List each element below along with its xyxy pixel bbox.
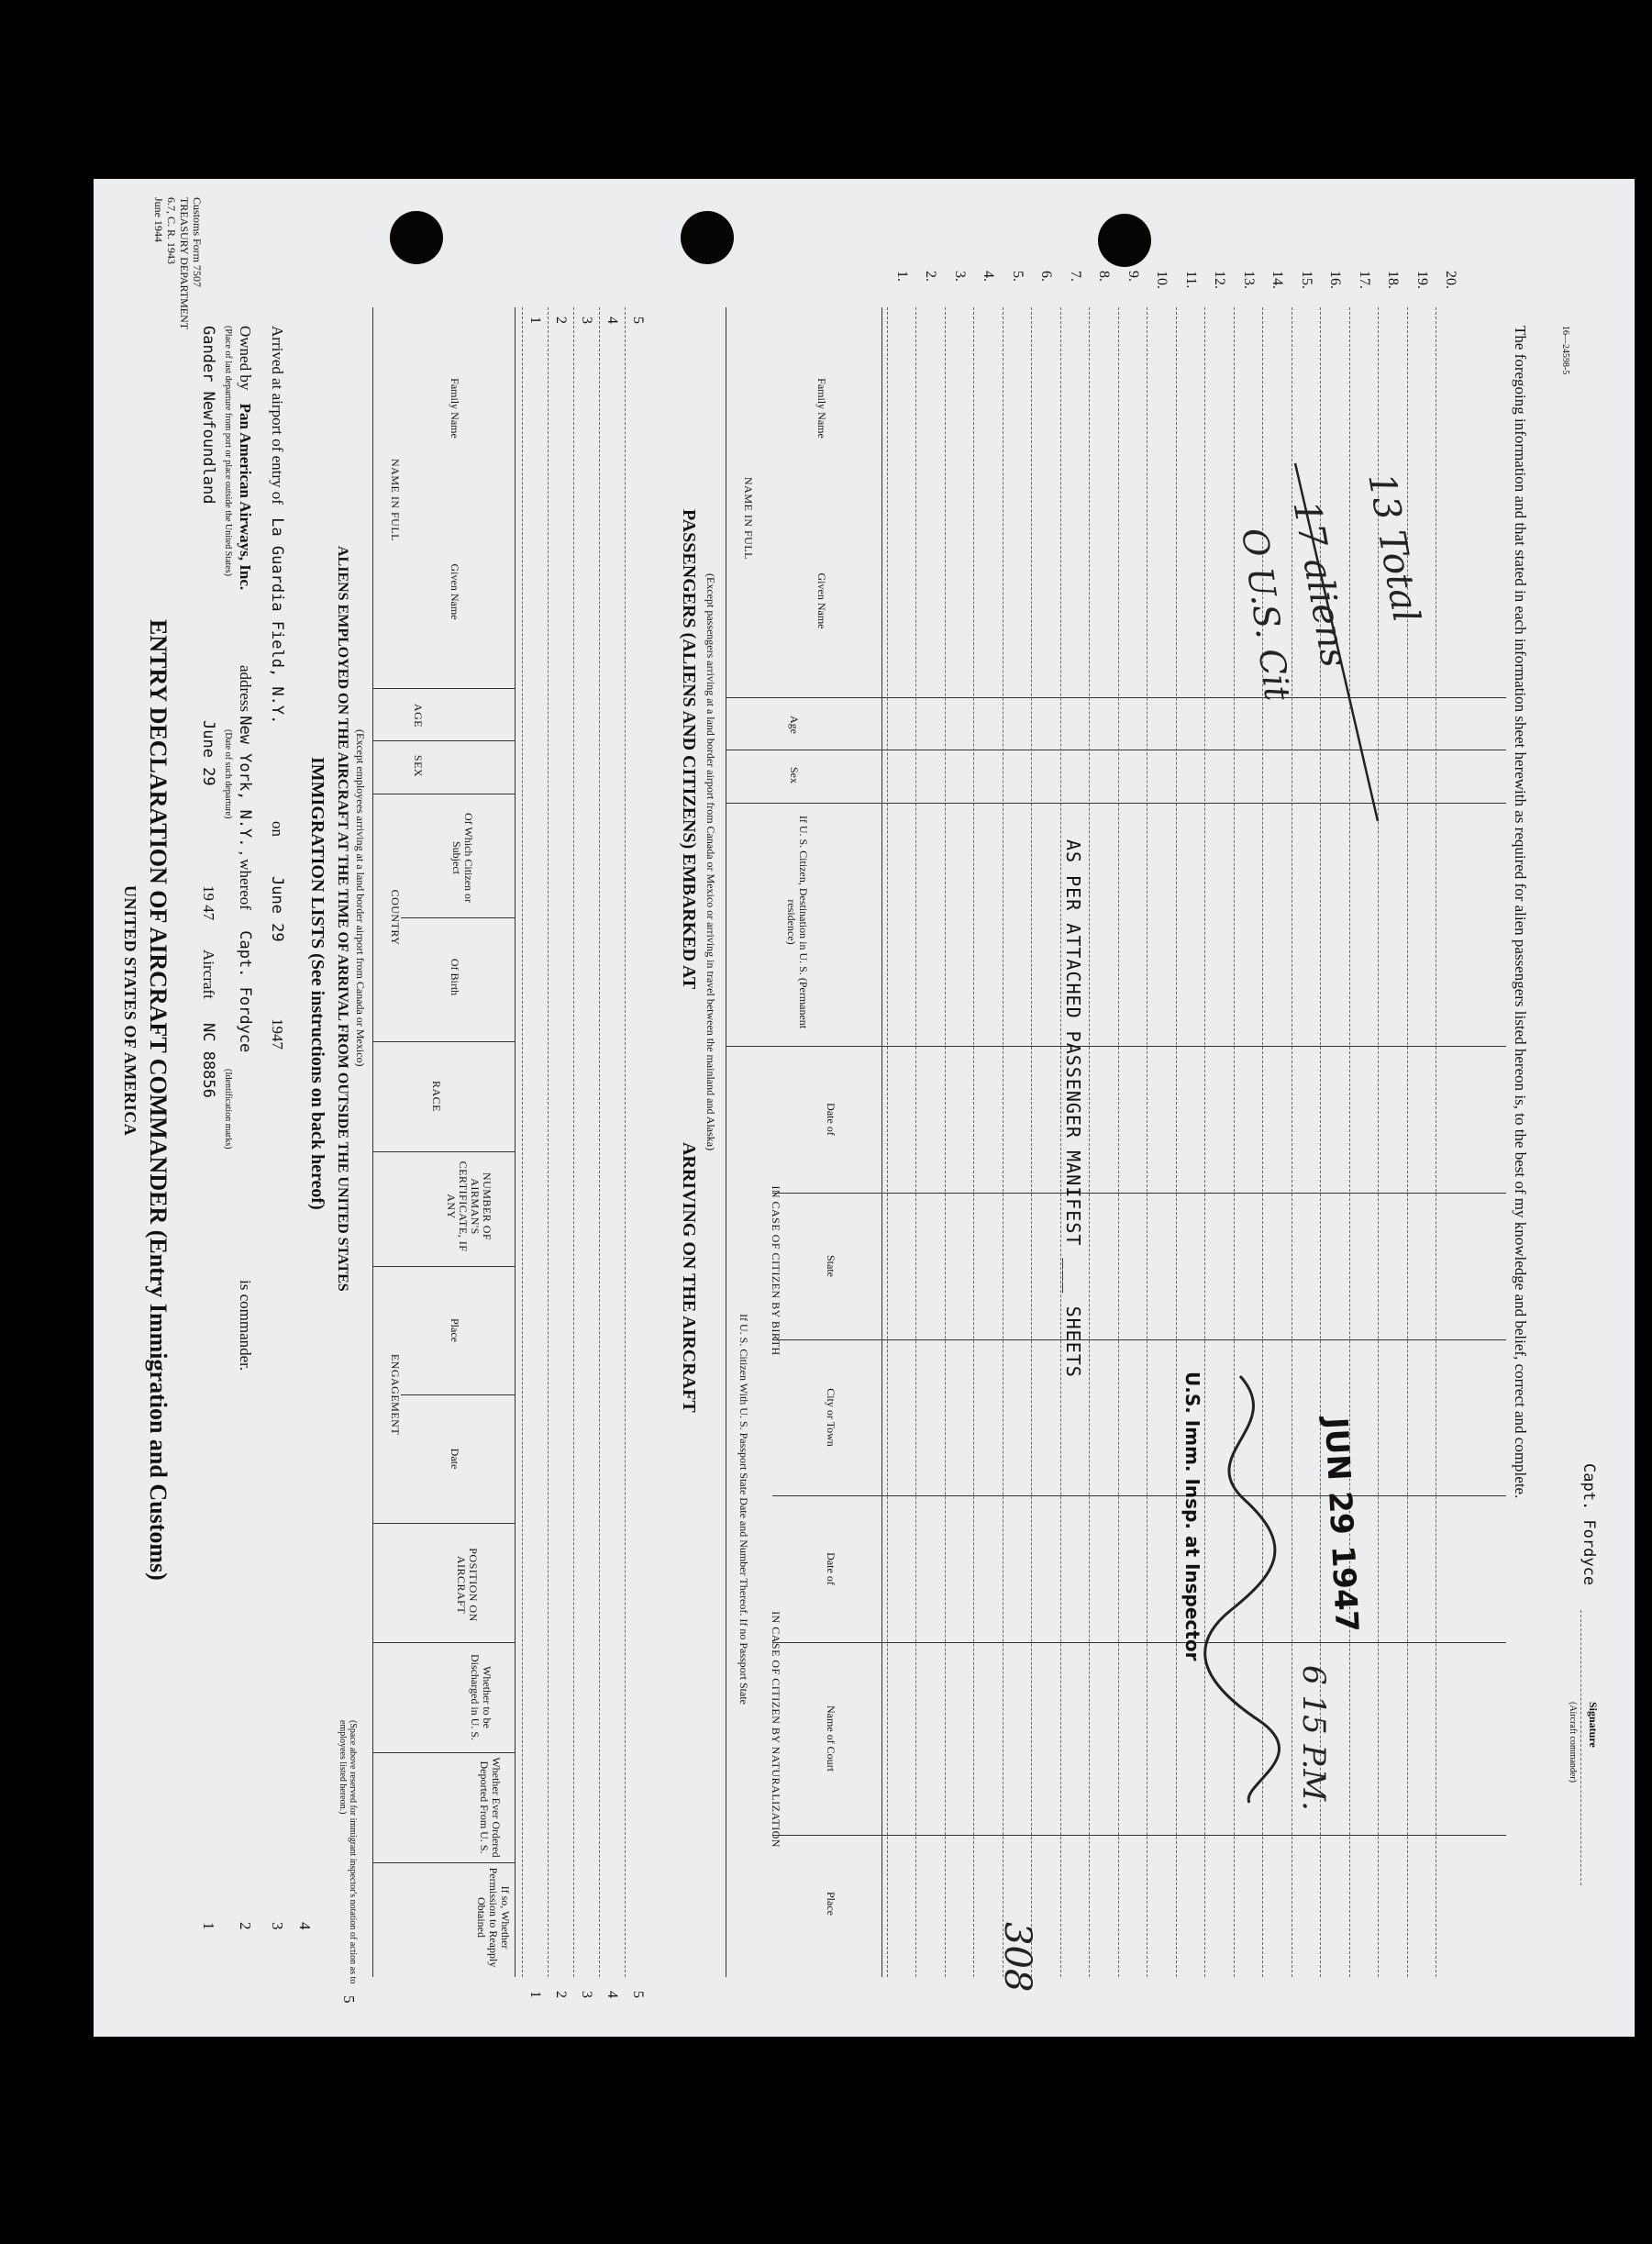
form-rotated — [94, 179, 1635, 2037]
crew-section-title: IMMIGRATION LISTS (See instructions on back hereof) — [307, 757, 327, 1210]
pax-col-family: Family Name — [815, 378, 828, 439]
signature-value: Capt. Fordyce — [1580, 1463, 1598, 1586]
passenger-row-number: 7. — [1068, 271, 1083, 282]
passenger-row-line — [945, 307, 946, 1977]
passenger-row-number: 15. — [1299, 271, 1314, 289]
signature-label: Signature — [1587, 1702, 1600, 1748]
reserved-number: 5 — [340, 1995, 358, 2004]
pax-col-rule — [726, 1046, 1506, 1047]
passenger-row-line — [1060, 307, 1061, 1977]
crew-col-discharged: Whether to be Discharged in U. S. — [469, 1653, 493, 1741]
passenger-row-number: 17. — [1357, 271, 1372, 289]
page-number: 308 — [996, 1922, 1038, 1993]
crew-col-rule — [373, 740, 516, 741]
passenger-row-line — [887, 307, 888, 1977]
passenger-row-number: 12. — [1212, 271, 1228, 289]
crew-col-deported: Whether Ever Ordered Deported From U. S. — [478, 1757, 503, 1858]
passenger-row-number: 5. — [1010, 271, 1026, 282]
line-number-1: 1 — [200, 1922, 217, 1930]
crew-row-number-right: 4 — [604, 1991, 620, 1998]
crew-row-line — [625, 307, 626, 1977]
form-number: Customs Form 7507 — [191, 197, 204, 288]
passenger-row-number: 13. — [1241, 271, 1257, 289]
crew-row-number-right: 2 — [553, 1991, 569, 1998]
arrival-time: 6 15 P.M. — [1295, 1665, 1332, 1811]
date-stamp: JUN 29 1947 — [1316, 1416, 1366, 1634]
passenger-row-number: 19. — [1414, 271, 1430, 289]
pax-col-given: Given Name — [815, 572, 828, 629]
crew-col-name: NAME IN FULL — [389, 459, 402, 541]
crew-col-age: AGE — [412, 703, 425, 728]
department: TREASURY DEPARTMENT — [178, 197, 191, 330]
country-heading: UNITED STATES OF AMERICA — [121, 885, 139, 1137]
arrived-date: June 29 — [268, 876, 286, 942]
crew-col-permission: If so, Whether Permission to Reapply Obtained — [475, 1867, 512, 1968]
arriving-label: ARRIVING ON THE AIRCRAFT — [679, 1142, 699, 1413]
aircraft-caption: (Identification marks) — [223, 1069, 233, 1150]
crew-col-airman: NUMBER OF AIRMAN'S CERTIFICATE, IF ANY — [445, 1161, 493, 1252]
crew-col-sex: SEX — [412, 754, 425, 778]
commander-value: Capt. Fordyce — [236, 930, 254, 1053]
inspector-signature-scribble — [1176, 1372, 1295, 1812]
crew-col-rule — [373, 1266, 516, 1267]
pax-col-date-of: Date of — [825, 1103, 837, 1136]
crew-header-top-rule — [372, 307, 373, 1977]
passenger-row-number: 16. — [1327, 271, 1344, 289]
passenger-row-number: 10. — [1154, 271, 1170, 289]
pax-col-rule — [772, 1193, 1506, 1194]
pax-col-place: Place — [825, 1892, 837, 1916]
crew-col-birth: Of Birth — [449, 958, 461, 996]
crew-col-rule — [373, 1752, 516, 1753]
aircraft-commander-label: (Aircraft commander) — [1568, 1702, 1578, 1783]
crew-row-line — [599, 307, 600, 1977]
line-number-2: 2 — [237, 1922, 254, 1930]
print-code: 16—24598-5 — [1560, 326, 1570, 375]
date-caption: (Date of such departure) — [223, 729, 233, 819]
owned-by-label: Owned by — [237, 326, 254, 391]
crew-row-number-right: 5 — [630, 1991, 646, 1998]
pax-col-rule — [772, 1339, 1506, 1340]
passenger-note: (Except passengers arriving at a land border airport from Canada or Mexico or arriving in travel between the mainland and Alaska) — [704, 573, 717, 1151]
pax-col-by-naturalization: IN CASE OF CITIZEN BY NATURALIZATION — [770, 1611, 782, 1848]
passenger-header-bottom-rule — [881, 307, 882, 1977]
passenger-row-line — [1032, 307, 1033, 1977]
pax-col-state: State — [825, 1255, 837, 1277]
passenger-row-number: 14. — [1269, 271, 1286, 289]
crew-col-rule — [373, 1523, 516, 1524]
is-commander: is commander. — [237, 1280, 254, 1372]
pax-col-date-of-2: Date of — [825, 1552, 837, 1585]
crew-note: (Except employees arriving at a land border airport from Canada or Mexico) — [354, 729, 367, 1067]
crew-col-position: POSITION ON AIRCRAFT — [455, 1548, 480, 1622]
passenger-section-title: PASSENGERS (ALIENS AND CITIZENS) EMBARKED AT — [679, 509, 699, 990]
pax-col-city: City or Town — [825, 1388, 837, 1447]
regulations: 6.7, C. R. 1943 — [165, 197, 178, 265]
passenger-row-line — [1118, 307, 1119, 1977]
year-field: 19 47 — [200, 885, 217, 921]
margin-note-total: 13 Total — [1359, 470, 1427, 626]
crew-col-race: RACE — [430, 1080, 443, 1112]
crew-row-line — [573, 307, 574, 1977]
scanned-form-page — [94, 179, 1635, 2037]
crew-col-rule — [401, 917, 516, 918]
address-value: New York, N.Y. — [236, 716, 254, 848]
passenger-row-number: 2. — [923, 271, 939, 282]
aircraft-id: NC 88856 — [199, 1023, 217, 1098]
passenger-row-line — [916, 307, 917, 1977]
arrived-label: Arrived at airport of entry of — [269, 326, 286, 505]
crew-row-number: 1 — [527, 317, 543, 324]
pax-col-rule — [772, 1495, 1506, 1496]
aircraft-label: Aircraft — [200, 950, 217, 999]
crew-col-citizen: Of Which Citizen or Subject — [450, 812, 475, 904]
crew-row-number: 3 — [579, 317, 594, 324]
passenger-row-line — [974, 307, 975, 1977]
margin-note-us-citizens: O U.S. Cit — [1234, 525, 1298, 704]
pax-col-passport: If U. S. Citizen With U. S. Passport State Date and Number Thereof. If no Passport State — [737, 1313, 750, 1705]
crew-col-rule — [401, 1394, 516, 1395]
crew-col-date: Date — [449, 1448, 461, 1470]
crew-col-rule — [373, 688, 516, 689]
strike-scribble — [1277, 454, 1405, 839]
crew-row-number: 2 — [553, 317, 569, 324]
whereof-label: , whereof — [237, 850, 254, 910]
passenger-row-number: 11. — [1183, 271, 1199, 289]
crew-row-line — [522, 307, 523, 1977]
line-number-4: 4 — [296, 1922, 314, 1930]
address-line — [236, 665, 254, 1052]
passenger-row-number: 4. — [981, 271, 997, 282]
arrived-line — [268, 326, 286, 724]
crew-col-place: Place — [449, 1318, 461, 1342]
form-date: June 1944 — [152, 197, 165, 242]
pax-col-by-birth: IN CASE OF CITIZEN BY BIRTH — [770, 1185, 782, 1356]
inspector-stamp: U.S. Imm. Insp. at Inspector — [1181, 1372, 1203, 1661]
signature-line — [1580, 1610, 1581, 1885]
passenger-row-number: 1. — [894, 271, 910, 282]
crew-row-number-right: 3 — [579, 1991, 594, 1998]
owned-by-line — [236, 326, 254, 590]
pax-col-age: Age — [788, 716, 801, 734]
form-title: ENTRY DECLARATION OF AIRCRAFT COMMANDER (Entry Immigration and Customs) — [145, 619, 172, 1581]
pax-col-rule — [772, 1642, 1506, 1643]
crew-col-country: COUNTRY — [389, 889, 402, 946]
pax-col-rule — [772, 1835, 1506, 1836]
pax-col-name: NAME IN FULL — [742, 477, 755, 560]
passenger-row-line — [1090, 307, 1091, 1977]
crew-subtitle: ALIENS EMPLOYED ON THE AIRCRAFT AT THE TIME OF ARRIVAL FROM OUTSIDE THE UNITED STATES — [335, 546, 350, 1292]
crew-col-given: Given Name — [449, 563, 461, 620]
arrived-airport: La Guardia Field, N.Y. — [268, 517, 286, 725]
crew-col-rule — [373, 1041, 516, 1042]
passenger-row-number: 3. — [952, 271, 968, 282]
arrived-year: 1947 — [269, 1018, 286, 1050]
passenger-row-number: 20. — [1443, 271, 1459, 289]
owner-value: Pan American Airways, Inc. — [237, 403, 254, 591]
crew-col-rule — [373, 1862, 516, 1863]
certification-text: The foregoing information and that stated in each information sheet herewith as required for alien passengers listed hereon is, to the best of my knowledge and belief, correct and complete. — [1512, 326, 1529, 1499]
margin-note-aliens: 17 aliens — [1284, 497, 1356, 671]
form-id-block — [152, 197, 204, 329]
passenger-row-line — [1436, 307, 1437, 1977]
pax-col-court: Name of Court — [825, 1705, 837, 1772]
crew-row-number-right: 1 — [527, 1991, 543, 1998]
reserved-note: (Space above reserved for immigrant inspector's notation of action as to employees listed hereon.) — [338, 1720, 358, 1984]
crew-header-bottom-rule — [515, 307, 516, 1977]
crew-row-line — [548, 307, 549, 1977]
pax-col-sex: Sex — [788, 767, 801, 783]
place-of-departure — [199, 326, 217, 504]
line-number-3: 3 — [269, 1922, 286, 1930]
place-value: Gander Newfoundland — [199, 326, 217, 505]
passenger-row-number: 6. — [1038, 271, 1055, 282]
crew-col-rule — [373, 1151, 516, 1152]
crew-col-engagement: ENGAGEMENT — [389, 1353, 402, 1436]
crew-col-rule — [373, 1642, 516, 1643]
on-label: on — [269, 821, 286, 837]
crew-col-family: Family Name — [449, 378, 461, 439]
crew-row-number: 5 — [630, 317, 646, 324]
passenger-row-number: 18. — [1385, 271, 1402, 289]
passenger-row-number: 9. — [1125, 271, 1141, 282]
address-label: address — [237, 665, 254, 712]
manifest-note: AS PER ATTACHED PASSENGER MANIFEST ___ SHEETS — [1062, 839, 1084, 1378]
departure-date: June 29 — [199, 720, 217, 786]
crew-row-number: 4 — [604, 317, 620, 324]
place-caption: (Place of last departure from port or place outside the United States) — [223, 326, 233, 576]
pax-col-destination: If U. S. Citizen, Destination in U. S. (Permanent residence) — [785, 815, 810, 1029]
passenger-row-number: 8. — [1096, 271, 1113, 282]
